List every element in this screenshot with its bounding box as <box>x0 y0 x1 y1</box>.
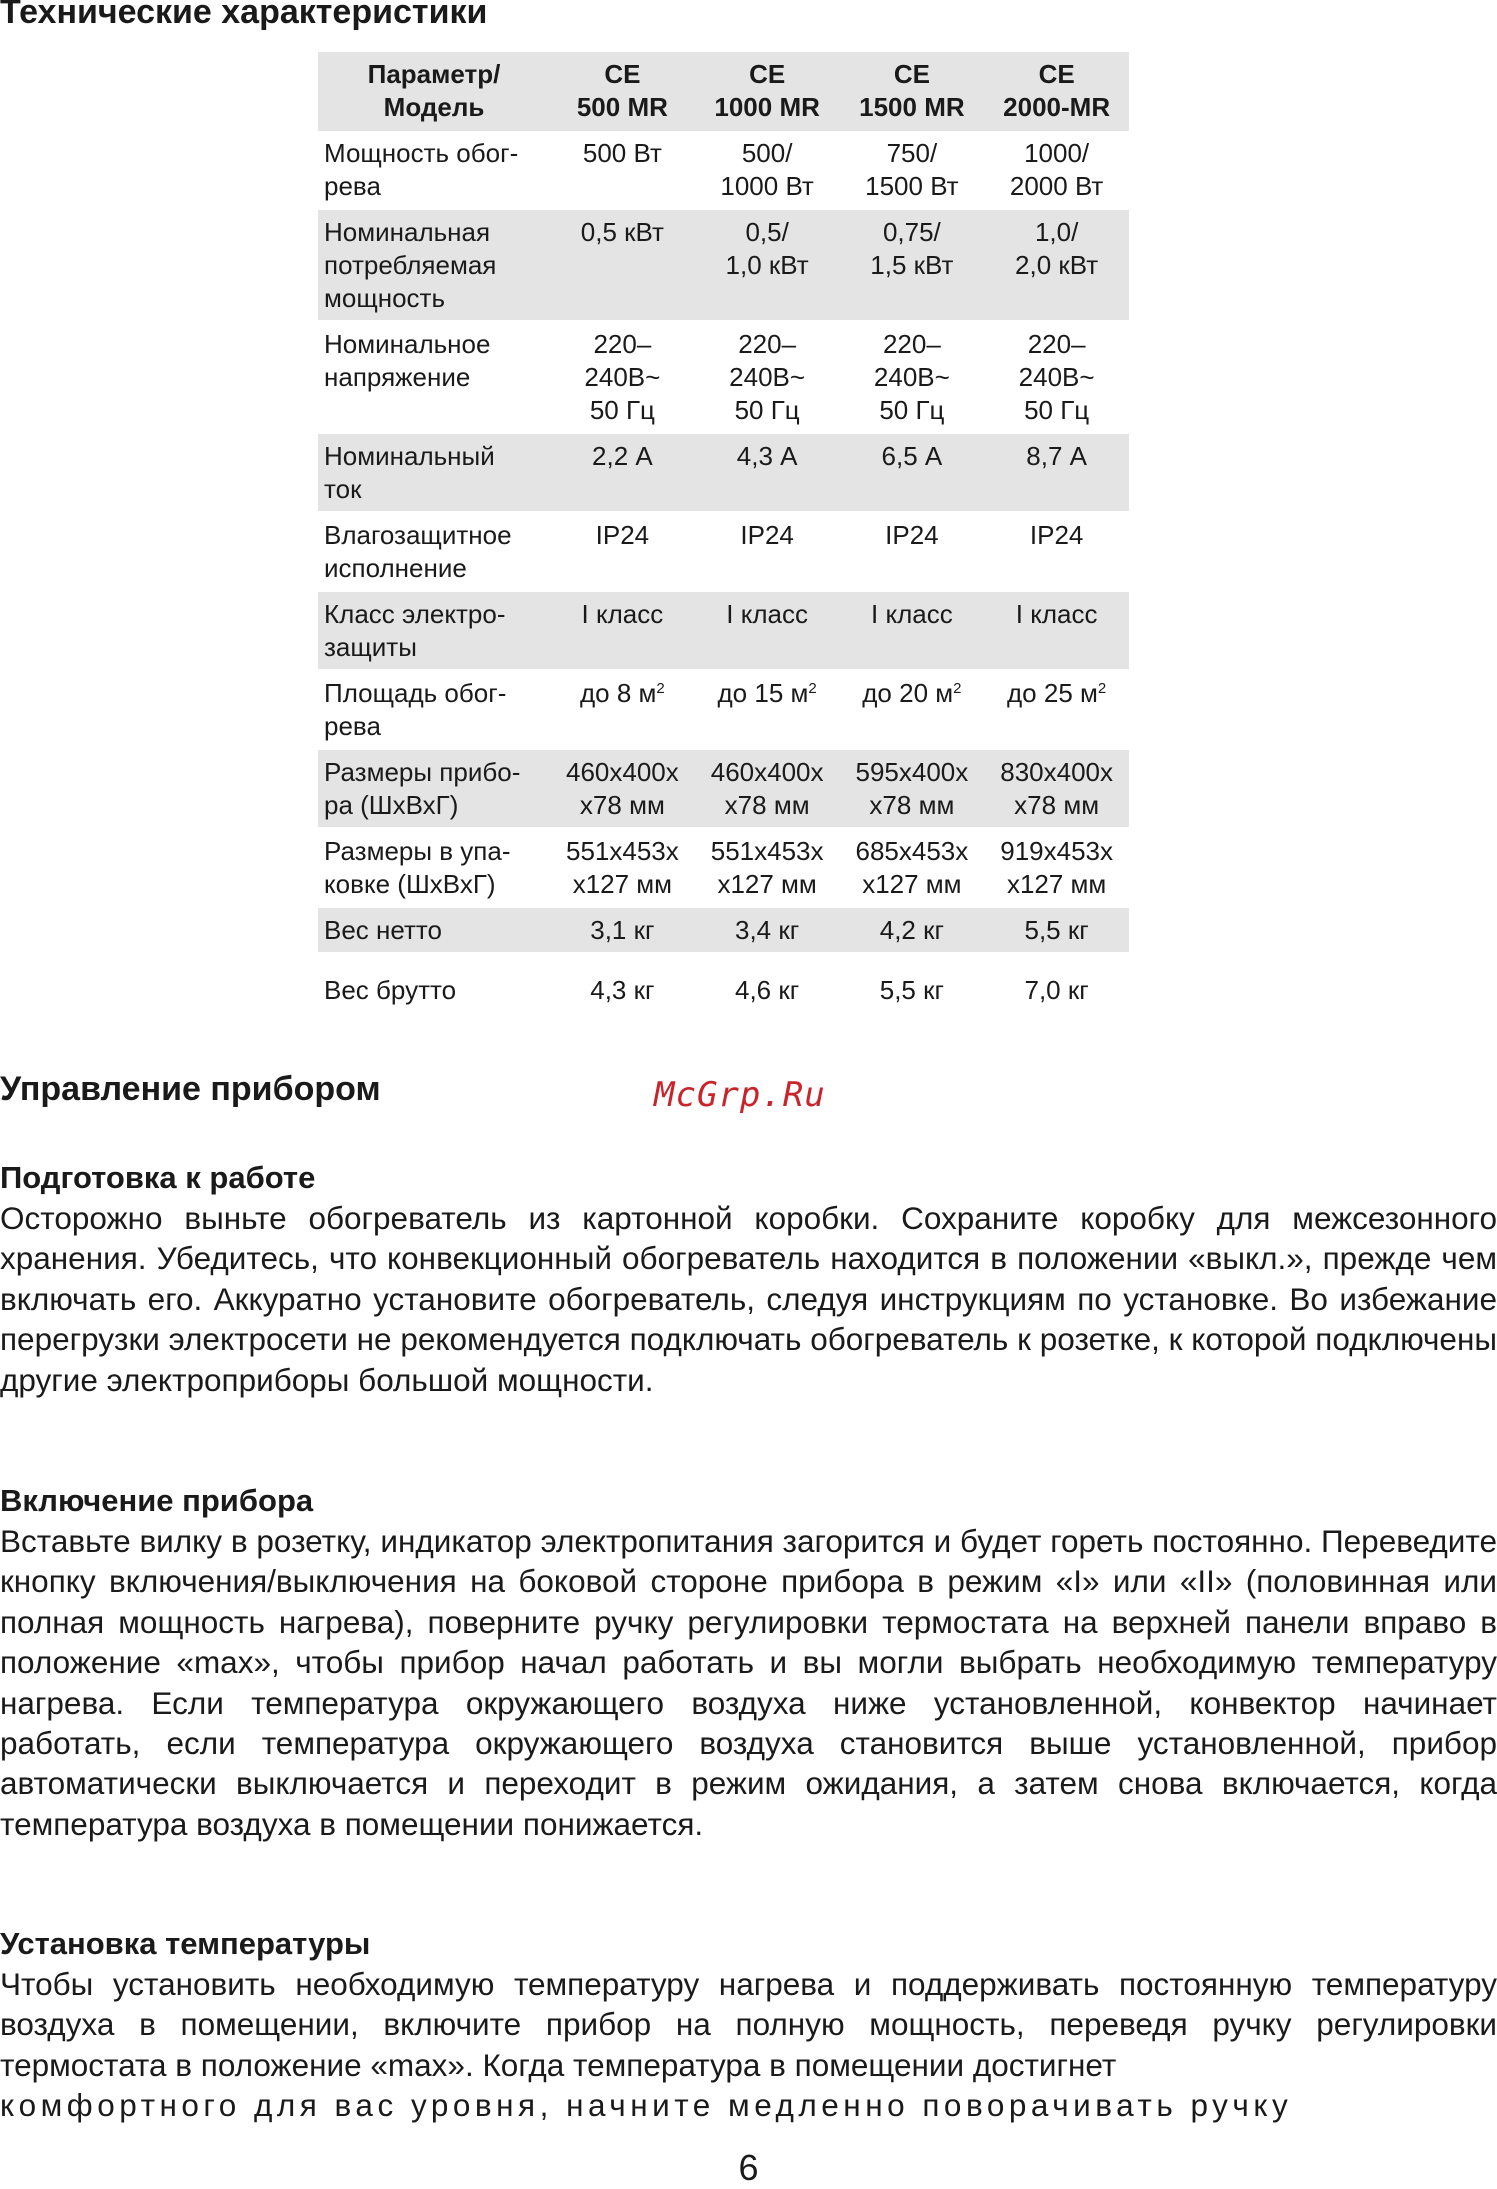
table-cell: 460x400x x78 мм <box>550 749 695 828</box>
table-row <box>318 749 1129 828</box>
header-cell: CE 500 MR <box>576 59 668 122</box>
table-row <box>318 953 1129 1012</box>
section-temperature <box>0 1924 1497 2126</box>
row-label: Влагозащитное исполнение <box>318 512 550 591</box>
section-power-on <box>0 1481 1497 1844</box>
table-cell: 1000/ 2000 Вт <box>1009 138 1104 201</box>
table-cell: 0,5 кВт <box>550 209 695 321</box>
table-header-row <box>318 52 1129 131</box>
table-cell: до 15 $м^2$ <box>695 670 840 749</box>
row-label: Номинальное напряжение <box>318 321 550 433</box>
section-text: Чтобы установить необходимую температуру нагрева и поддерживать постоянную температуру воздуха в помещении, включите прибор на полную мощность, переведя ручку регулировки термостата в положение «max». Когда температура в помещении достигнет <box>0 1966 1497 2083</box>
table-cell: 4,2 кг <box>840 907 985 953</box>
table-cell: 830x400x x78 мм <box>984 749 1129 828</box>
section-title: Подготовка к работе <box>0 1160 316 1195</box>
row-label: Класс электро- защиты <box>318 591 550 670</box>
table-cell: 500 Вт <box>582 138 662 168</box>
table-cell: 2,2 А <box>550 433 695 512</box>
table-cell: IP24 <box>984 512 1129 591</box>
watermark-text: McGrp.Ru <box>654 1075 826 1115</box>
table-cell: 919x453x x127 мм <box>984 828 1129 907</box>
header-cell: CE 2000-MR <box>1003 59 1111 122</box>
table-cell: 4,3 А <box>695 433 840 512</box>
row-label: Номинальная потребляемая мощность <box>318 209 550 321</box>
table-row <box>318 131 1129 209</box>
table-cell: до 8 $м^2$ <box>550 670 695 749</box>
page-number: 6 <box>738 2147 759 2188</box>
row-label: Номинальный ток <box>318 433 550 512</box>
section-title: Включение прибора <box>0 1483 314 1518</box>
table-row <box>318 591 1129 670</box>
row-label: Вес нетто <box>318 907 550 953</box>
table-cell: 500/ 1000 Вт <box>720 138 814 201</box>
table-cell: 750/ 1500 Вт <box>865 138 959 201</box>
row-label: Размеры в упа- ковке (ШхВхГ) <box>318 828 550 907</box>
section-preparation <box>0 1158 1497 1400</box>
section-title: Установка температуры <box>0 1926 371 1961</box>
header-cell: CE 1500 MR <box>859 59 965 122</box>
table-cell: 3,1 кг <box>550 907 695 953</box>
table-cell: 220– 240В~ 50 Гц <box>695 321 840 433</box>
table-row <box>318 321 1129 433</box>
row-label: Площадь обог- рева <box>318 670 550 749</box>
table-cell: 0,75/ 1,5 кВт <box>840 209 985 321</box>
table-cell: IP24 <box>840 512 985 591</box>
table-cell: 4,3 кг <box>550 953 695 1012</box>
header-cell: Параметр/ Модель <box>367 59 501 122</box>
table-cell: 220– 240В~ 50 Гц <box>840 321 985 433</box>
table-cell: 7,0 кг <box>984 953 1129 1012</box>
table-row <box>318 209 1129 321</box>
row-label: Мощность обог- рева <box>324 138 519 201</box>
table-cell: 551x453x x127 мм <box>550 828 695 907</box>
table-cell: I класс <box>984 591 1129 670</box>
table-cell: I класс <box>695 591 840 670</box>
table-cell: 685x453x x127 мм <box>840 828 985 907</box>
table-cell: 551x453x x127 мм <box>695 828 840 907</box>
page-heading: Технические характеристики <box>0 0 488 31</box>
table-cell: 6,5 А <box>840 433 985 512</box>
spec-table <box>318 52 1129 1012</box>
table-cell: IP24 <box>550 512 695 591</box>
table-cell: 4,6 кг <box>695 953 840 1012</box>
table-cell: 0,5/ 1,0 кВт <box>695 209 840 321</box>
table-row <box>318 512 1129 591</box>
row-label: Размеры прибо- ра (ШхВхГ) <box>318 749 550 828</box>
row-label: Вес брутто <box>318 953 550 1012</box>
table-cell: 1,0/ 2,0 кВт <box>984 209 1129 321</box>
table-cell: 460x400x x78 мм <box>695 749 840 828</box>
table-row <box>318 433 1129 512</box>
section-text: Осторожно выньте обогреватель из картонной коробки. Сохраните коробку для межсезонного хранения. Убедитесь, что конвекционный обогреватель находится в положении «выкл.», прежде чем включать его. Аккуратно установите обогреватель, следуя инструкциям по установке. Во избежание перегрузки электросети не рекомендуется подключать обогреватель к розетке, к которой подключены другие электроприборы большой мощности. <box>0 1200 1497 1398</box>
section-text-last-line: комфортного для вас уровня, начните медленно поворачивать ручку <box>0 2087 1293 2124</box>
table-cell: 3,4 кг <box>695 907 840 953</box>
section-text: Вставьте вилку в розетку, индикатор электропитания загорится и будет гореть постоянно. Переведите кнопку включения/выключения на боковой стороне прибора в режим «I» или «II» (половинная или полная мощность нагрева), поверните ручку регулировки термостата на верхней панели вправо в положение «max», чтобы прибор начал работать и вы могли выбрать необходимую температуру нагрева. Если температура окружающего воздуха ниже установленной, конвектор начинает работать, если температура окружающего воздуха становится выше установленной, прибор автоматически выключается и переходит в режим ожидания, а затем снова включается, когда температура воздуха в помещении понижается. <box>0 1523 1497 1842</box>
table-row <box>318 670 1129 749</box>
table-cell: до 20 $м^2$ <box>840 670 985 749</box>
table-row <box>318 907 1129 953</box>
table-cell: 220– 240В~ 50 Гц <box>550 321 695 433</box>
table-cell: IP24 <box>695 512 840 591</box>
table-cell: 5,5 кг <box>840 953 985 1012</box>
table-cell: I класс <box>840 591 985 670</box>
table-cell: 8,7 А <box>984 433 1129 512</box>
table-cell: до 25 $м^2$ <box>984 670 1129 749</box>
table-cell: 5,5 кг <box>984 907 1129 953</box>
section-heading-control: Управление прибором <box>0 1070 381 1108</box>
header-cell: CE 1000 MR <box>714 59 820 122</box>
table-row <box>318 828 1129 907</box>
table-cell: 595x400x x78 мм <box>840 749 985 828</box>
table-cell: I класс <box>550 591 695 670</box>
table-cell: 220– 240В~ 50 Гц <box>984 321 1129 433</box>
